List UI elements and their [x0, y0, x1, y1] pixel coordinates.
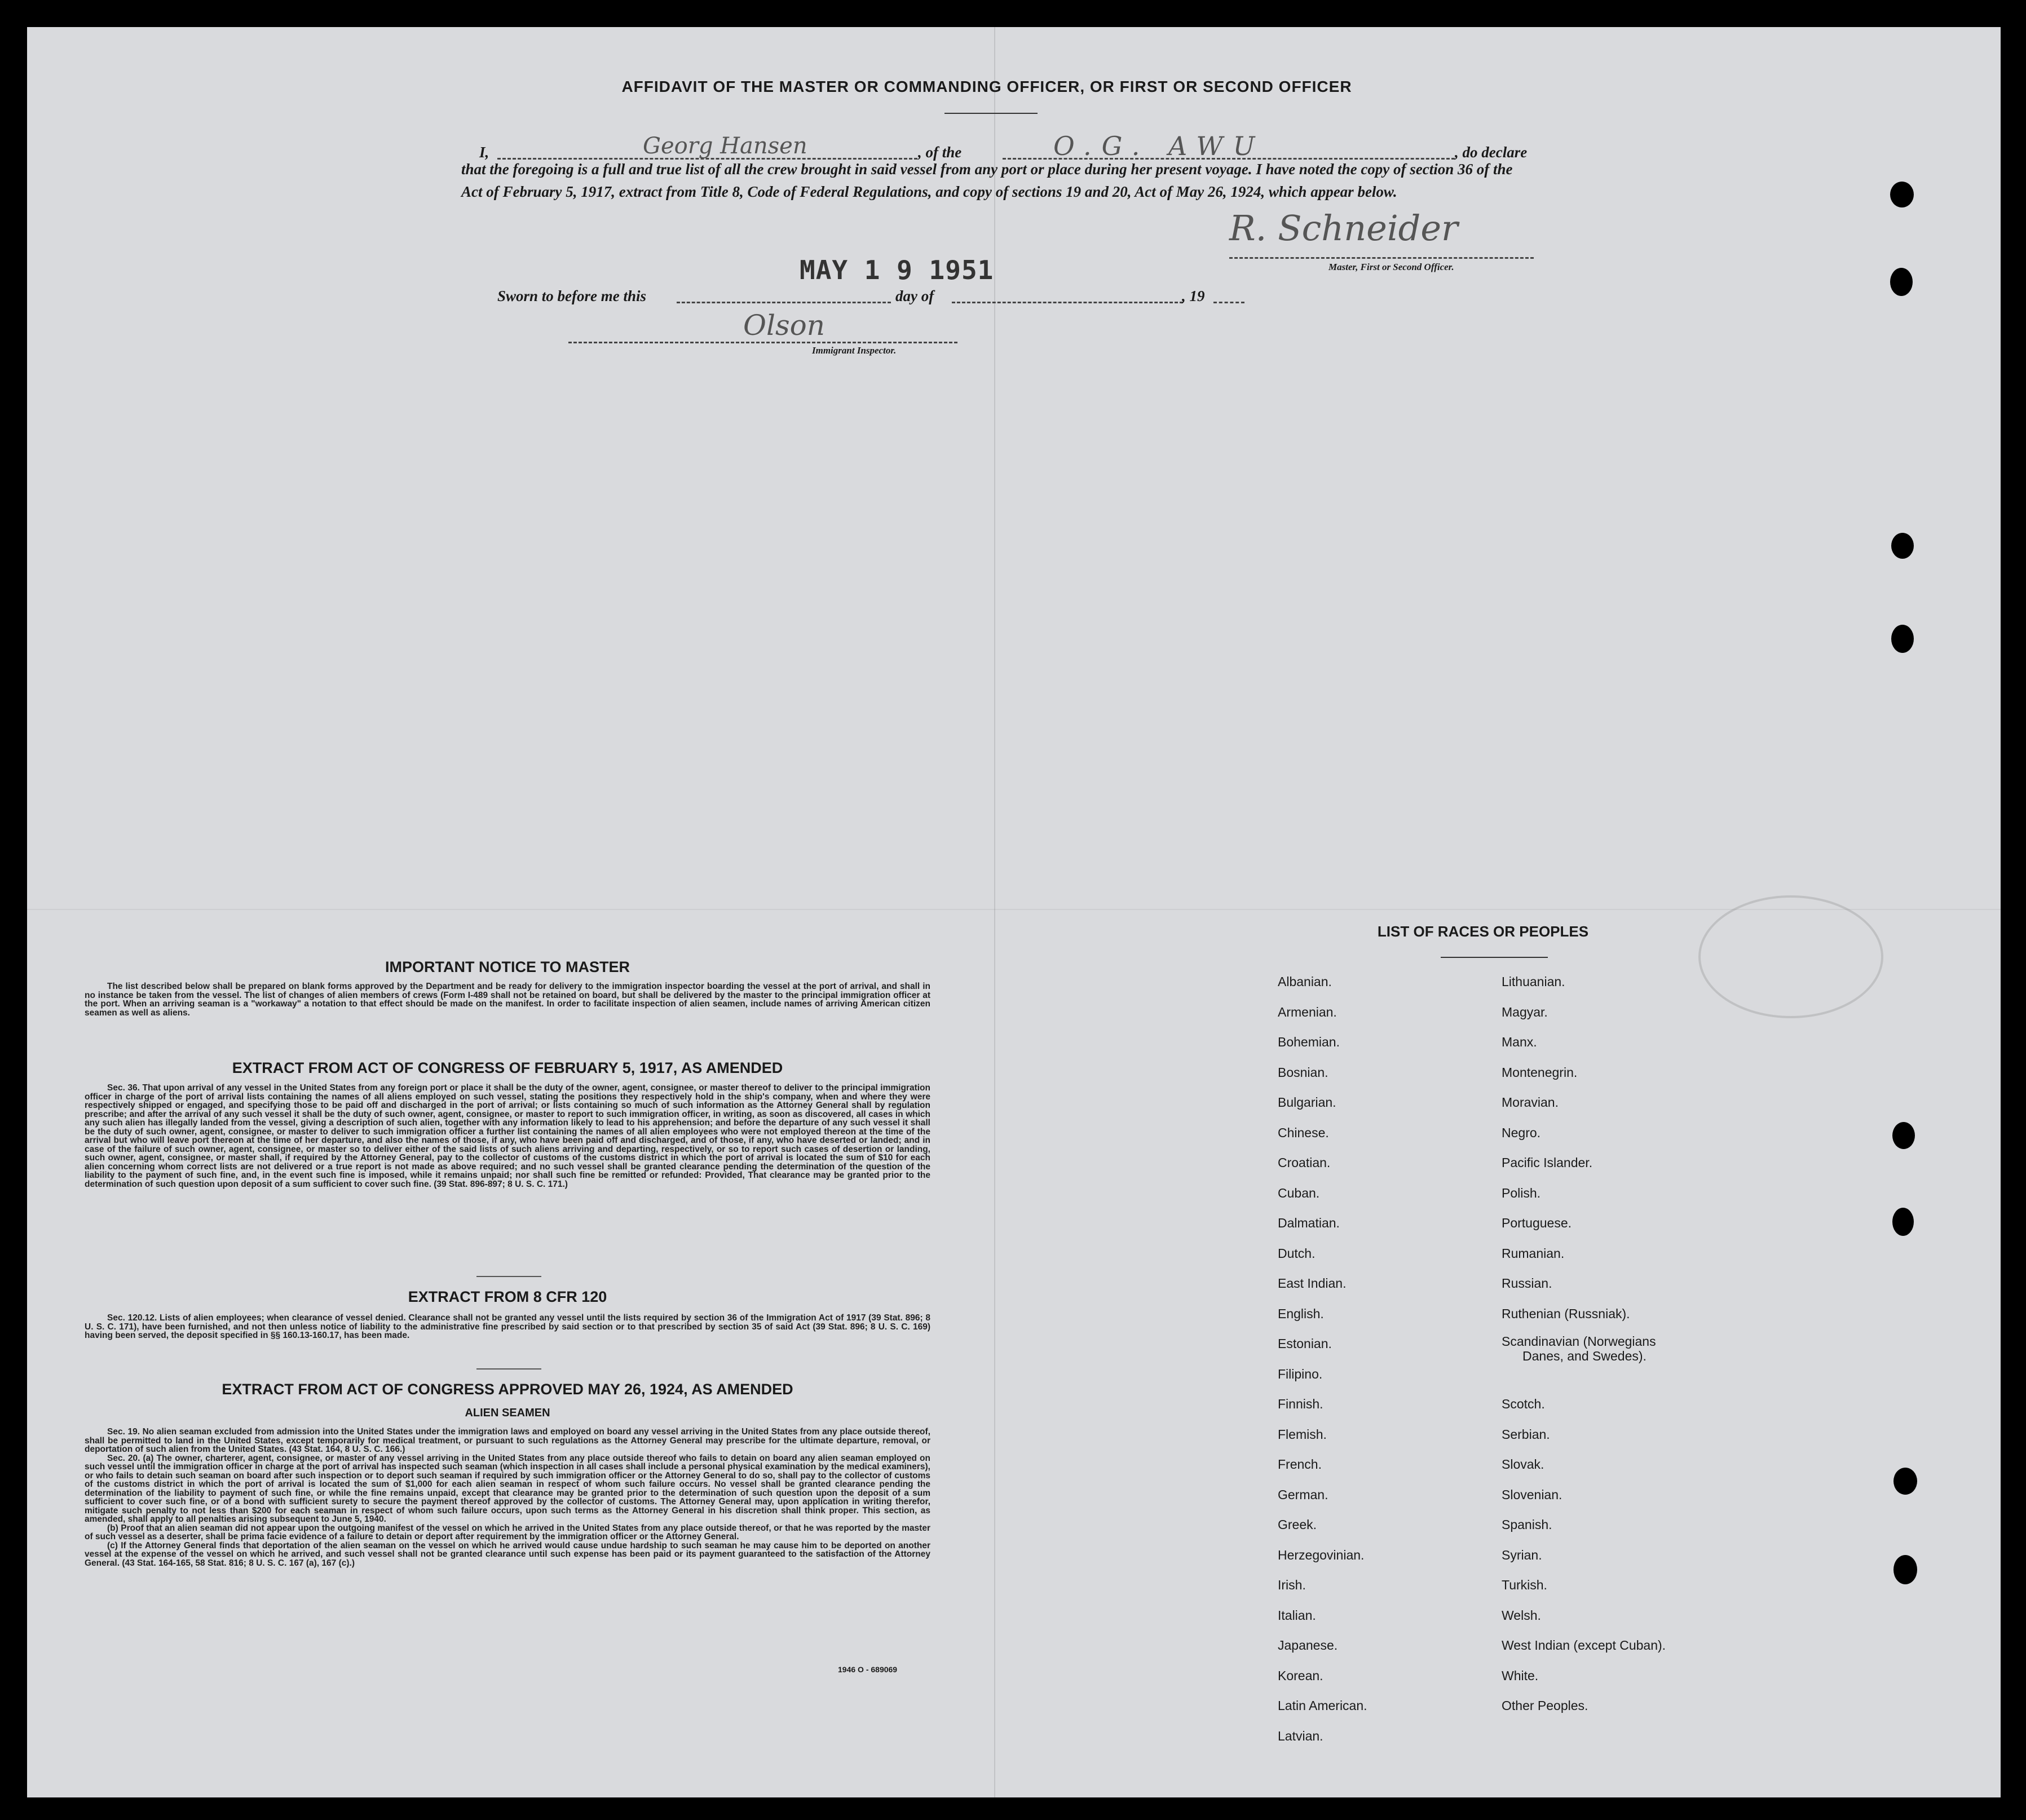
race-item: Manx. — [1502, 1035, 1537, 1049]
extract-cfr-body — [85, 1314, 930, 1340]
race-item: Latin American. — [1278, 1698, 1367, 1713]
race-item: Scotch. — [1502, 1397, 1545, 1411]
race-item: Herzegovinian. — [1278, 1548, 1365, 1562]
race-item: Japanese. — [1278, 1638, 1338, 1653]
print-code: 1946 O - 689069 — [838, 1665, 898, 1674]
punch-hole — [1893, 1555, 1917, 1584]
extract-1924-subtitle: ALIEN SEAMEN — [465, 1407, 550, 1419]
race-item: Armenian. — [1278, 1005, 1337, 1019]
vessel-name: O.G. AWU — [1053, 131, 1265, 161]
day-line — [677, 302, 891, 303]
extract-1924-body — [85, 1428, 930, 1567]
of-the-label: , of the — [918, 144, 962, 161]
punch-hole — [1892, 1208, 1914, 1236]
race-item: Bohemian. — [1278, 1035, 1340, 1049]
divider — [476, 1276, 541, 1277]
races-title-underline — [1441, 957, 1548, 958]
extract-1917-title: EXTRACT FROM ACT OF CONGRESS OF FEBRUARY 5, 1917, AS AMENDED — [232, 1059, 783, 1076]
race-item: Cuban. — [1278, 1186, 1320, 1200]
race-item: Flemish. — [1278, 1427, 1327, 1442]
race-item: Lithuanian. — [1502, 974, 1565, 989]
race-item: Dutch. — [1278, 1246, 1316, 1261]
fold-line-horizontal — [27, 909, 2001, 910]
race-item: Portuguese. — [1502, 1216, 1572, 1230]
race-item: White. — [1502, 1668, 1539, 1683]
race-item: German. — [1278, 1487, 1328, 1502]
race-item: Dalmatian. — [1278, 1216, 1340, 1230]
race-item: English. — [1278, 1306, 1324, 1321]
race-item: Bulgarian. — [1278, 1095, 1336, 1110]
race-item: Slovak. — [1502, 1457, 1544, 1472]
race-item: Russian. — [1502, 1276, 1552, 1291]
race-item: Greek. — [1278, 1517, 1317, 1532]
race-item: Magyar. — [1502, 1005, 1548, 1019]
race-item: Turkish. — [1502, 1578, 1547, 1592]
i-label: I, — [479, 144, 489, 161]
inspector-caption: Immigrant Inspector. — [812, 345, 897, 356]
master-signature: R. Schneider — [1229, 207, 1458, 249]
race-item: Serbian. — [1502, 1427, 1550, 1442]
sworn-label: Sworn to before me this — [497, 288, 647, 304]
affidavit-title: AFFIDAVIT OF THE MASTER OR COMMANDING OFFICER, OR FIRST OR SECOND OFFICER — [621, 78, 1352, 95]
race-item: West Indian (except Cuban). — [1502, 1638, 1666, 1653]
race-item: Filipino. — [1278, 1367, 1323, 1381]
embossed-seal — [1698, 895, 1883, 1018]
race-item: Croatian. — [1278, 1155, 1331, 1170]
race-item: Finnish. — [1278, 1397, 1323, 1411]
punch-hole — [1890, 182, 1914, 207]
title-underline — [944, 113, 1038, 114]
race-item: Rumanian. — [1502, 1246, 1565, 1261]
extract-cfr-title: EXTRACT FROM 8 CFR 120 — [408, 1288, 607, 1305]
notice-body — [85, 982, 930, 1017]
race-item: Montenegrin. — [1502, 1065, 1578, 1080]
race-item: Korean. — [1278, 1668, 1323, 1683]
race-item: Pacific Islander. — [1502, 1155, 1593, 1170]
extract-1924-paragraph: (c) If the Attorney General finds that deportation of the alien seaman on the vessel on which he arrived would cause undue hardship to such seaman he may cause him to be deported on another vessel at the expense of the vessel on which he arrived, and such vessel shall not be granted clearance until such expense has been paid or its payment guaranteed to the satisfaction of the Attorney General. (43 Stat. 164-165, 58 Stat. 816; 8 U. S. C. 167 (a), 167 (c).) — [85, 1540, 930, 1568]
race-item: Albanian. — [1278, 974, 1332, 989]
race-item: Other Peoples. — [1502, 1698, 1588, 1713]
notice-title: IMPORTANT NOTICE TO MASTER — [385, 958, 630, 975]
divider — [476, 1368, 541, 1370]
races-title: LIST OF RACES OR PEOPLES — [1377, 923, 1589, 940]
year-label: , 19 — [1182, 288, 1205, 304]
signature-line — [1229, 257, 1534, 259]
extract-1924-paragraph: (b) Proof that an alien seaman did not appear upon the outgoing manifest of the vessel on which he arrived in the United States from any place outside thereof, or that he was reported by the master of such vessel as a deserter, shall be prima facie evidence of a failure to detain or deport after requirement by the immigration officer or the Attorney General. — [85, 1523, 930, 1541]
do-declare-label: , do declare — [1455, 144, 1528, 161]
declaration-text: that the foregoing is a full and true list of all the crew brought in said vessel from any port or place during her present voyage. I have noted the copy of section 36 of the Act of February 5, 1917, extract from Title 8, Code of Federal Regulations, and copy of sections 19 and 20, Act of May 26, 1924, which appear below. — [461, 161, 1513, 200]
extract-1917-body — [85, 1084, 930, 1189]
race-item: Ruthenian (Russniak). — [1502, 1306, 1630, 1321]
punch-hole — [1891, 533, 1914, 559]
punch-hole — [1891, 625, 1914, 653]
race-item: Irish. — [1278, 1578, 1306, 1592]
punch-hole — [1893, 1468, 1917, 1495]
date-stamp: MAY 1 9 1951 — [800, 255, 994, 285]
extract-1917-paragraph: Sec. 36. That upon arrival of any vessel in the United States from any foreign port or place it shall be the duty of the owner, agent, consignee, or master thereof to deliver to the principal immigration officer in charge of the port of arrival lists containing the names of all aliens employed on such vessel, stating the positions they respectively hold in the ship's company, when and where they were respectively shipped or engaged, and specifying those to be paid off and discharged in the port of arrival; or lists containing so much of such information as the Attorney General shall by regulation prescribe; and after the arrival of any such vessel it shall be the duty of such owner, agent, consignee, or master to report to such immigration officer, in writing, as soon as discovered, all cases in which any such alien has illegally landed from the vessel, giving a description of such alien, together with any information likely to lead to his apprehension; and before the departure of any such vessel it shall be the duty of such owner, agent, consignee, or master to deliver to such immigration officer a further list containing the names of all alien employees who were not employed thereon at the time of the arrival but who will leave port thereon at the time of her departure, and also the names of those, if any, who have been paid off and discharged, and of those, if any, who have deserted or landed; and in case of the failure of such owner, agent, consignee, or master so to deliver either of the said lists of such aliens arriving and departing, respectively, or so to report such cases of desertion or landing, such owner, agent, consignee, or master shall, if required by the Attorney General, pay to the collector of customs of the customs district in which the port of arrival is located the sum of $10 for each alien concerning whom correct lists are not delivered or a true report is not made as above required; and no such vessel shall be granted clearance pending the determination of the question of the liability to the payment of such fine, and, in the event such fine is imposed, while it remains unpaid; nor shall such fine be remitted or refunded: Provided, That clearance may be granted prior to the determination of such question upon deposit of a sum sufficient to cover such fine. (39 Stat. 896-897; 8 U. S. C. 171.) — [85, 1083, 930, 1189]
race-item: Negro. — [1502, 1125, 1541, 1140]
race-item: Bosnian. — [1278, 1065, 1328, 1080]
race-item: French. — [1278, 1457, 1322, 1472]
day-of-label: day of — [895, 288, 934, 304]
race-item: Scandinavian (Norwegians — [1502, 1334, 1656, 1349]
notice-paragraph: The list described below shall be prepared on blank forms approved by the Department and be ready for delivery to the immigration inspector boarding the vessel at the port of arrival, and shall in no instance be taken from the vessel. The list of changes of alien members of crews (Form I-489 shall not be retained on board, but shall be delivered by the master to the principal immigration officer at the port. When an arriving seaman is a "workaway" a notation to that effect should be made on the manifest. In order to facilitate inspection of alien seamen, include names of arriving American citizen seamen as well as aliens. — [85, 982, 930, 1018]
month-line — [952, 302, 1183, 303]
fold-line-vertical — [994, 27, 995, 1797]
race-item: Chinese. — [1278, 1125, 1329, 1140]
master-caption: Master, First or Second Officer. — [1328, 262, 1454, 272]
race-item: Welsh. — [1502, 1608, 1541, 1623]
race-item: Estonian. — [1278, 1336, 1332, 1351]
master-name: Georg Hansen — [643, 133, 807, 159]
extract-cfr-paragraph: Sec. 120.12. Lists of alien employees; when clearance of vessel denied. Clearance shall not be granted any vessel until the lists required by section 36 of the Immigration Act of 1917 (39 Stat. 896; 8 U. S. C. 171), have been furnished, and not then unless notice of liability to the administrative fine prescribed by said section or to that prescribed by section 35 of said Act (39 Stat. 896; 8 U. S. C. 169) having been served, the deposit specified in §§ 160.13-160.17, has been made. — [85, 1313, 930, 1340]
race-item: East Indian. — [1278, 1276, 1347, 1291]
punch-hole — [1892, 1122, 1915, 1149]
punch-hole — [1890, 268, 1913, 296]
race-item: Italian. — [1278, 1608, 1316, 1623]
race-item: Danes, and Swedes). — [1522, 1349, 1647, 1363]
year-line — [1213, 302, 1244, 303]
race-item: Slovenian. — [1502, 1487, 1562, 1502]
inspector-signature: Olson — [743, 309, 825, 342]
extract-1924-paragraph: Sec. 20. (a) The owner, charterer, agent, consignee, or master of any vessel arriving in the United States from any place outside thereof who fails to detain on board any alien seaman employed on such vessel until the immigration officer in charge at the port of arrival has inspected such seaman (which inspection in all cases shall include a personal physical examination by the medical examiners), or who fails to detain such seaman on board after such inspection or to deport such seaman if required by such immigration officer or the Attorney General to do so, shall pay to the collector of customs of the customs district in which the port of arrival is located the sum of $1,000 for each alien seaman in respect of whom such failure occurs. No vessel shall be granted clearance pending the determination of the liability to payment of such fine, or while the fine remains unpaid, except that clearance may be granted prior to the determination of such question upon the deposit of a sum sufficient to cover such fine, or of a bond with sufficient surety to secure the payment thereof approved by the collector of customs. The Attorney General may, upon application in writing therefor, mitigate such penalty to not less than $200 for each seaman in respect of whom such failure occurs, upon such terms as the Attorney General in his discretion shall think proper. This section, as amended, shall apply to all penalties arising subsequent to June 5, 1940. — [85, 1453, 930, 1524]
race-item: Polish. — [1502, 1186, 1541, 1200]
extract-1924-title: EXTRACT FROM ACT OF CONGRESS APPROVED MAY 26, 1924, AS AMENDED — [222, 1381, 793, 1398]
race-item: Syrian. — [1502, 1548, 1542, 1562]
extract-1924-paragraph: Sec. 19. No alien seaman excluded from admission into the United States under the immigration laws and employed on board any vessel arriving in the United States from any place outside thereof, shall be permitted to land in the United States, except temporarily for medical treatment, or pursuant to such regulations as the Attorney General may prescribe for the ultimate departure, removal, or deportation of such alien from the United States. (43 Stat. 164, 8 U. S. C. 166.) — [85, 1427, 930, 1454]
race-item: Moravian. — [1502, 1095, 1559, 1110]
race-item: Latvian. — [1278, 1729, 1323, 1743]
race-item: Spanish. — [1502, 1517, 1552, 1532]
inspector-line — [568, 342, 957, 343]
